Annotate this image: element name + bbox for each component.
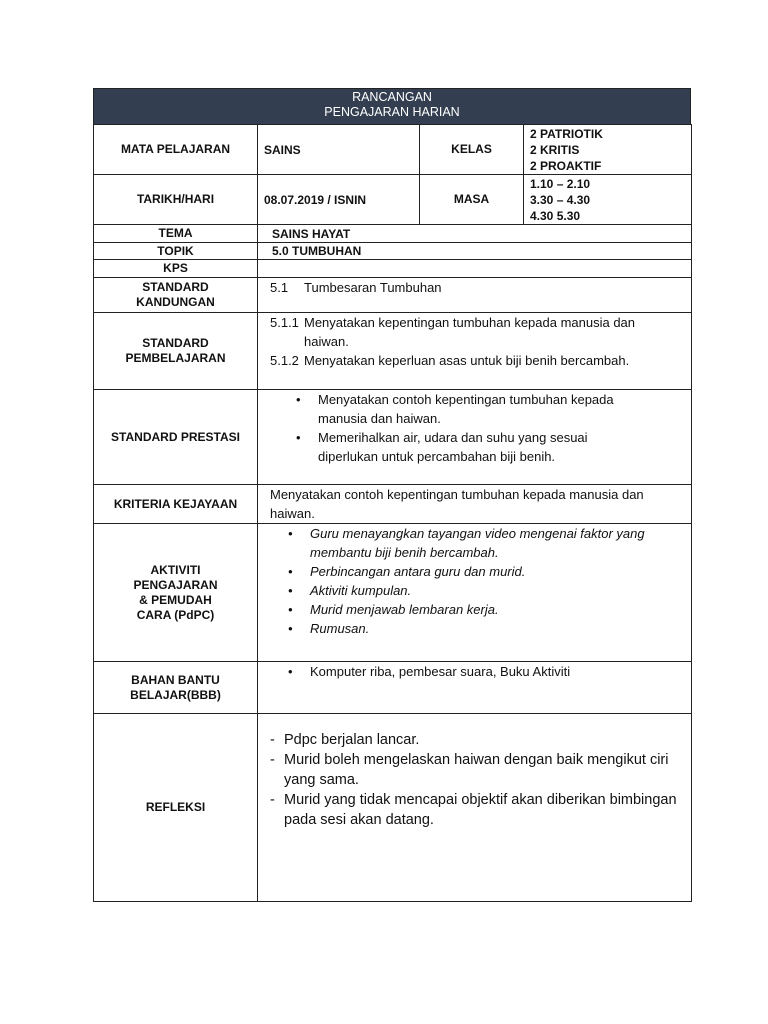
masa-label: MASA bbox=[420, 175, 524, 225]
mata-pelajaran-label: MATA PELAJARAN bbox=[94, 125, 258, 175]
standard-kandungan-label-2: KANDUNGAN bbox=[136, 295, 215, 309]
masa-1: 1.10 – 2.10 bbox=[530, 176, 591, 191]
standard-pembelajaran-label bbox=[94, 313, 258, 390]
row-standard-prestasi bbox=[94, 390, 692, 485]
kelas-3: 2 PROAKTIF bbox=[530, 158, 602, 173]
header-line-1: RANCANGAN bbox=[352, 90, 432, 104]
refleksi-text: Murid yang tidak mencapai objektif akan diberikan bimbingan pada sesi akan datang. bbox=[284, 792, 677, 828]
aktiviti-label-1: AKTIVITI bbox=[150, 562, 201, 577]
refleksi-value bbox=[258, 714, 692, 902]
tarikh-value: 08.07.2019 / ISNIN bbox=[258, 175, 420, 225]
topik-value: 5.0 TUMBUHAN bbox=[258, 243, 692, 260]
sp-item-text: Menyatakan keperluan asas untuk biji benih bercambah. bbox=[304, 353, 630, 368]
standard-kandungan-value bbox=[258, 278, 692, 313]
tarikh-label: TARIKH/HARI bbox=[94, 175, 258, 225]
row-kriteria bbox=[94, 485, 692, 524]
sp-item-num: 5.1.2 bbox=[270, 353, 299, 368]
bahan-item: • Komputer riba, pembesar suara, Buku Aktiviti bbox=[310, 662, 691, 681]
refleksi-item bbox=[258, 750, 683, 790]
kriteria-label: KRITERIA KEJAYAAN bbox=[94, 485, 258, 524]
aktiviti-label-2: PENGAJARAN bbox=[133, 577, 218, 592]
kps-value bbox=[258, 260, 692, 278]
kelas-label: KELAS bbox=[420, 125, 524, 175]
refleksi-item bbox=[258, 730, 683, 750]
standard-pembelajaran-label-2: PEMBELAJARAN bbox=[125, 351, 226, 365]
row-aktiviti bbox=[94, 524, 692, 662]
aktiviti-item: • Perbincangan antara guru dan murid. bbox=[310, 562, 687, 581]
refleksi-text: Pdpc berjalan lancar. bbox=[284, 732, 420, 748]
row-topik bbox=[94, 243, 692, 260]
lesson-plan bbox=[93, 88, 691, 902]
refleksi-dash: - bbox=[270, 752, 275, 768]
standard-kandungan-label bbox=[94, 278, 258, 313]
standard-prestasi-label: STANDARD PRESTASI bbox=[94, 390, 258, 485]
refleksi-label: REFLEKSI bbox=[94, 714, 258, 902]
standard-pembelajaran-label-1: STANDARD bbox=[142, 336, 209, 350]
kriteria-value: Menyatakan contoh kepentingan tumbuhan kepada manusia dan haiwan. bbox=[258, 485, 692, 524]
refleksi-item bbox=[258, 790, 683, 830]
bahan-label-2: BELAJAR(BBB) bbox=[130, 687, 221, 702]
aktiviti-value bbox=[258, 524, 692, 662]
aktiviti-label bbox=[94, 524, 258, 662]
aktiviti-item: • Aktiviti kumpulan. bbox=[310, 581, 687, 600]
plan-table bbox=[93, 124, 692, 902]
row-tema bbox=[94, 225, 692, 243]
row-bahan bbox=[94, 662, 692, 714]
mata-pelajaran-value: SAINS bbox=[258, 125, 420, 175]
aktiviti-item: • Guru menayangkan tayangan video mengenai faktor yang membantu biji benih bercambah. bbox=[310, 524, 687, 562]
row-standard-kandungan bbox=[94, 278, 692, 313]
standard-prestasi-value bbox=[258, 390, 692, 485]
standard-kandungan-text: Tumbesaran Tumbuhan bbox=[304, 280, 442, 295]
kelas-2: 2 KRITIS bbox=[530, 142, 580, 157]
refleksi-dash: - bbox=[270, 732, 275, 748]
standard-pembelajaran-value bbox=[258, 313, 692, 390]
masa-values bbox=[524, 175, 692, 225]
aktiviti-item: • Murid menjawab lembaran kerja. bbox=[310, 600, 687, 619]
plan-header bbox=[93, 88, 691, 124]
header-line-2: PENGAJARAN HARIAN bbox=[324, 105, 460, 119]
standard-kandungan-label-1: STANDARD bbox=[142, 280, 209, 294]
row-refleksi bbox=[94, 714, 692, 902]
kelas-values bbox=[524, 125, 692, 175]
sp-item bbox=[258, 313, 651, 351]
aktiviti-label-4: CARA (PdPC) bbox=[136, 607, 215, 622]
tema-label: TEMA bbox=[94, 225, 258, 243]
masa-3: 4.30 5.30 bbox=[530, 208, 581, 223]
refleksi-dash: - bbox=[270, 792, 275, 808]
bahan-label bbox=[94, 662, 258, 714]
row-kps bbox=[94, 260, 692, 278]
standard-kandungan-num: 5.1 bbox=[270, 280, 289, 295]
tema-value: SAINS HAYAT bbox=[258, 225, 692, 243]
sp-item-text: Menyatakan kepentingan tumbuhan kepada manusia dan haiwan. bbox=[304, 315, 636, 349]
row-tarikh bbox=[94, 175, 692, 225]
kelas-1: 2 PATRIOTIK bbox=[530, 126, 603, 141]
bahan-value bbox=[258, 662, 692, 714]
prestasi-item: • Menyatakan contoh kepentingan tumbuhan kepada manusia dan haiwan. bbox=[318, 390, 618, 428]
aktiviti-item: • Rumusan. bbox=[310, 619, 687, 638]
masa-2: 3.30 – 4.30 bbox=[530, 192, 591, 207]
sp-item bbox=[258, 351, 651, 370]
aktiviti-label-3: & PEMUDAH bbox=[139, 592, 212, 607]
sp-item-num: 5.1.1 bbox=[270, 315, 299, 330]
bahan-label-1: BAHAN BANTU bbox=[131, 672, 220, 687]
kps-label: KPS bbox=[94, 260, 258, 278]
refleksi-text: Murid boleh mengelaskan haiwan dengan baik mengikut ciri yang sama. bbox=[284, 752, 669, 788]
topik-label: TOPIK bbox=[94, 243, 258, 260]
row-mata-pelajaran bbox=[94, 125, 692, 175]
row-standard-pembelajaran bbox=[94, 313, 692, 390]
prestasi-item: • Memerihalkan air, udara dan suhu yang sesuai diperlukan untuk percambahan biji benih. bbox=[318, 428, 618, 466]
